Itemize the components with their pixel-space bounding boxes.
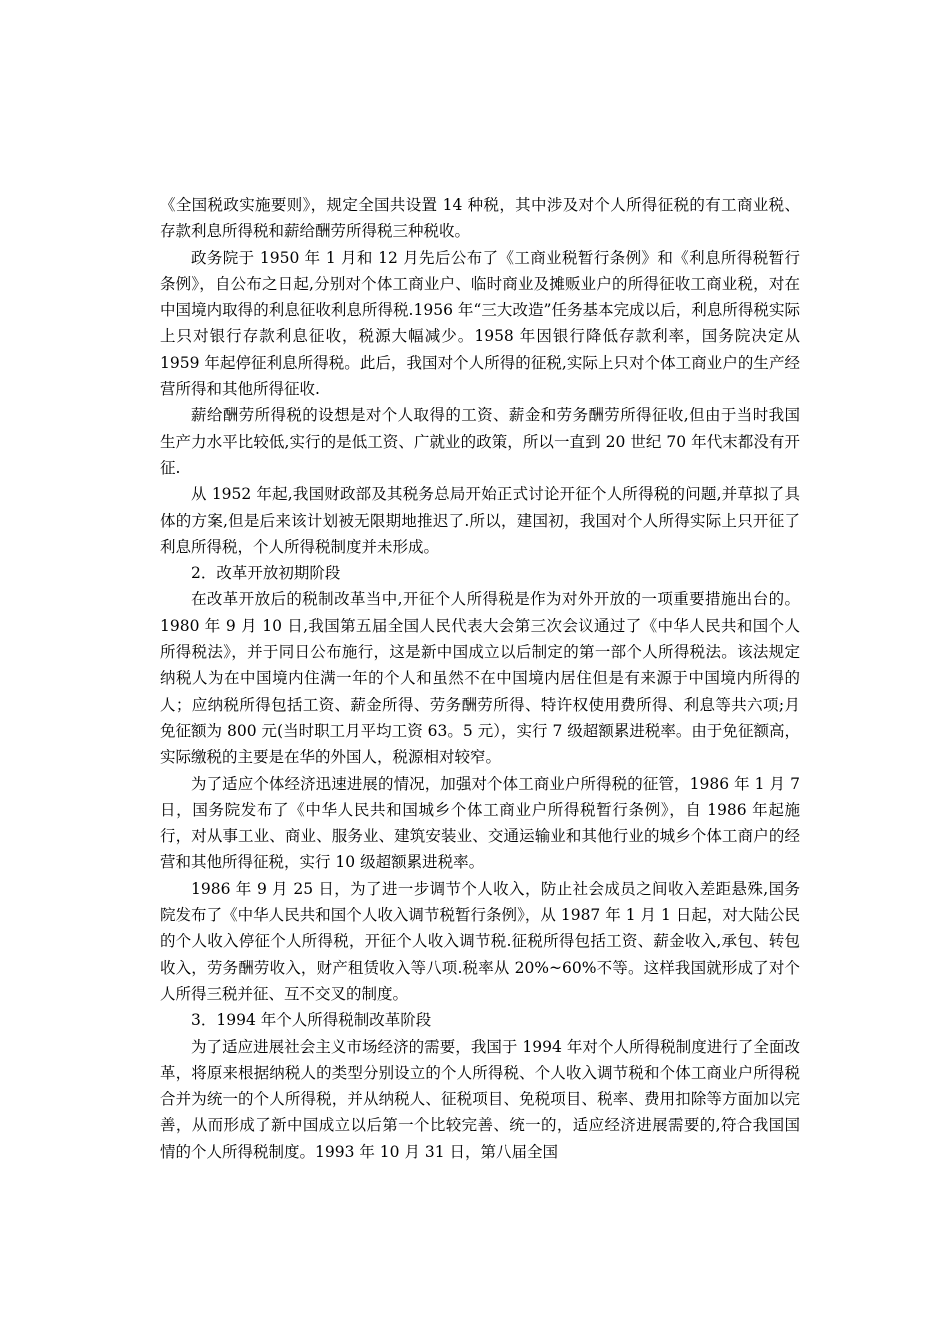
- paragraph: 为了适应个体经济迅速进展的情况，加强对个体工商业户所得税的征管，1986 年 1 月 7 日，国务院发布了《中华人民共和国城乡个体工商业户所得税暂行条例》，自 1986 年起施行，对从事工业、商业、服务业、建筑安装业、交通运输业和其他行业的城乡个体工商户的经营和其他所得征税，实行 10 级超额累进税率。: [160, 774, 800, 872]
- paragraph: 为了适应进展社会主义市场经济的需要，我国于 1994 年对个人所得税制度进行了全面改革，将原来根据纳税人的类型分别设立的个人所得税、个人收入调节税和个体工商业户所得税合并为统一的个人所得税，并从纳税人、征税项目、免税项目、税率、费用扣除等方面加以完善，从而形成了新中国成立以后第一个比较完善、统一的，适应经济进展需要的,符合我国国情的个人所得税制度。1993 年 10 月 31 日，第八届全国: [160, 1037, 800, 1161]
- section-heading: 3．1994 年个人所得税制改革阶段: [191, 1011, 432, 1030]
- paragraph: 政务院于 1950 年 1 月和 12 月先后公布了《工商业税暂行条例》和《利息所得税暂行条例》，自公布之日起,分别对个体工商业户、临时商业及摊贩业户的所得征收工商业税，对在中国境内取得的利息征收利息所得税.1956 年“三大改造”任务基本完成以后，利息所得税实际上只对银行存款利息征收，税源大幅减少。1958 年因银行降低存款利率，国务院决定从 1959 年起停征利息所得税。此后，我国对个人所得的征税,实际上只对个体工商业户的生产经营所得和其他所得征收.: [160, 248, 800, 399]
- paragraph-continuation: 《全国税政实施要则》，规定全国共设置 14 种税，其中涉及对个人所得征税的有工商业税、存款利息所得税和薪给酬劳所得税三种税收。: [160, 196, 800, 241]
- paragraph: 从 1952 年起,我国财政部及其税务总局开始正式讨论开征个人所得税的问题,并草拟了具体的方案,但是后来该计划被无限期地推迟了.所以，建国初，我国对个人所得实际上只开征了利息所得税，个人所得税制度并未形成。: [160, 485, 800, 556]
- paragraph: 1986 年 9 月 25 日，为了进一步调节个人收入，防止社会成员之间收入差距悬殊,国务院发布了《中华人民共和国个人收入调节税暂行条例》，从 1987 年 1 月 1 日起，对大陆公民的个人收入停征个人所得税，开征个人收入调节税.征税所得包括工资、薪金收入,承包、转包收入，劳务酬劳收入，财产租赁收入等八项.税率从 20%~60%不等。这样我国就形成了对个人所得三税并征、互不交叉的制度。: [160, 879, 800, 1003]
- paragraph: 薪给酬劳所得税的设想是对个人取得的工资、薪金和劳务酬劳所得征收,但由于当时我国生产力水平比较低,实行的是低工资、广就业的政策，所以一直到 20 世纪 70 年代末都没有开征.: [160, 406, 800, 477]
- paragraph: 在改革开放后的税制改革当中,开征个人所得税是作为对外开放的一项重要措施出台的。1980 年 9 月 10 日,我国第五届全国人民代表大会第三次会议通过了《中华人民共和国个人所得税法》，并于同日公布施行，这是新中国成立以后制定的第一部个人所得税法。该法规定纳税人为在中国境内住满一年的个人和虽然不在中国境内居住但是有来源于中国境内所得的人；应纳税所得包括工资、薪金所得、劳务酬劳所得、特许权使用费所得、利息等共六项;月免征额为 800 元(当时职工月平均工资 63。5 元），实行 7 级超额累进税率。由于免征额高，实际缴税的主要是在华的外国人，税源相对较窄。: [160, 590, 800, 767]
- section-heading: 2．改革开放初期阶段: [191, 564, 341, 583]
- document-body: [160, 192, 800, 1165]
